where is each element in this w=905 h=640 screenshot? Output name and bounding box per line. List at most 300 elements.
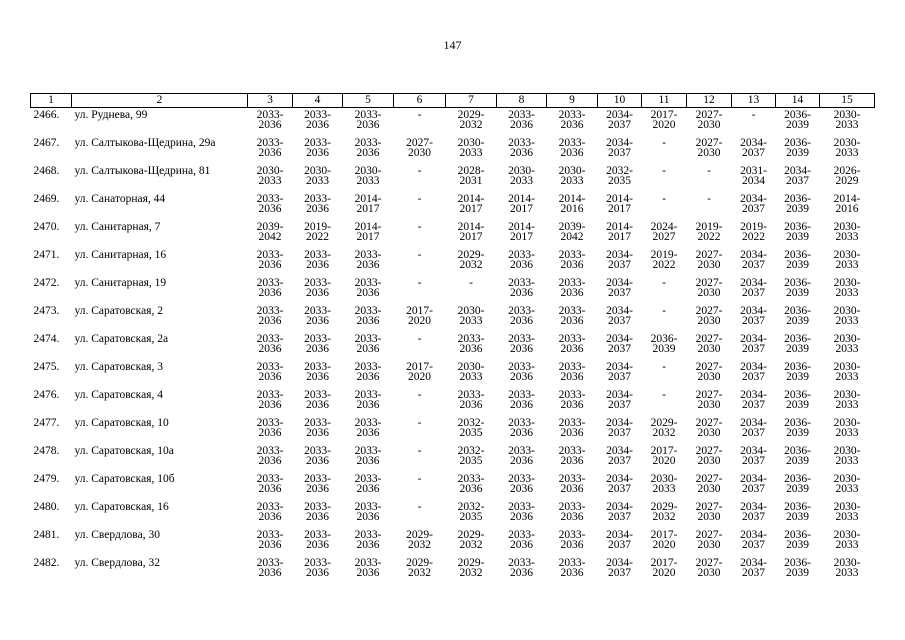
cell-col-5 <box>343 248 394 276</box>
cell-col-11 <box>642 360 687 388</box>
cell-col-9 <box>547 248 598 276</box>
cell-col-7 <box>446 136 497 164</box>
cell-value: 2033- 2036 <box>457 389 485 411</box>
cell-value: 2033- 2036 <box>354 361 382 383</box>
cell-col-3 <box>248 556 293 584</box>
row-address <box>72 136 248 164</box>
cell-col-8 <box>497 332 547 360</box>
cell-value: 2030- 2033 <box>833 417 861 439</box>
cell-col-6 <box>394 416 446 444</box>
cell-col-7 <box>446 220 497 248</box>
cell-value: 2032- 2035 <box>457 445 485 467</box>
cell-col-3 <box>248 304 293 332</box>
cell-col-3 <box>248 500 293 528</box>
row-address-text: ул. Саратовская, 4 <box>74 389 163 401</box>
cell-value: 2030- 2033 <box>457 305 485 327</box>
page-number: 147 <box>443 38 462 52</box>
cell-value: 2033- 2036 <box>354 137 382 159</box>
cell-value: 2033- 2036 <box>256 501 284 523</box>
cell-col-11 <box>642 220 687 248</box>
cell-col-8 <box>497 136 547 164</box>
cell-col-8 <box>497 444 547 472</box>
cell-value: 2033- 2036 <box>354 501 382 523</box>
cell-col-12 <box>687 220 732 248</box>
cell-value: 2036- 2039 <box>784 501 811 523</box>
cell-col-14 <box>776 164 820 192</box>
cell-col-3 <box>248 332 293 360</box>
row-address <box>72 528 248 556</box>
cell-value: 2019- 2022 <box>740 221 767 243</box>
table-row <box>31 360 875 388</box>
cell-col-15 <box>820 164 875 192</box>
row-number-text: 2478. <box>33 445 60 457</box>
cell-value: 2031- 2034 <box>740 165 767 187</box>
cell-value: 2033- 2036 <box>508 417 535 439</box>
cell-col-5 <box>343 108 394 137</box>
cell-col-15 <box>820 248 875 276</box>
cell-col-11 <box>642 528 687 556</box>
cell-col-6 <box>394 248 446 276</box>
cell-col-5 <box>343 528 394 556</box>
cell-col-12 <box>687 248 732 276</box>
cell-col-8 <box>497 164 547 192</box>
cell-col-12 <box>687 192 732 220</box>
cell-col-13 <box>732 276 776 304</box>
cell-col-6 <box>394 528 446 556</box>
cell-col-13 <box>732 444 776 472</box>
cell-col-11 <box>642 556 687 584</box>
cell-col-10 <box>598 332 642 360</box>
cell-value: 2033- 2036 <box>558 277 586 299</box>
cell-value: 2034- 2037 <box>740 249 767 271</box>
cell-value: 2036- 2039 <box>784 473 811 495</box>
cell-col-4 <box>293 248 343 276</box>
cell-col-3 <box>248 276 293 304</box>
cell-value: 2034- 2037 <box>740 361 767 383</box>
cell-col-6 <box>394 444 446 472</box>
cell-value: 2027- 2030 <box>695 473 723 495</box>
cell-col-14 <box>776 332 820 360</box>
row-address-text: ул. Свердлова, 30 <box>74 529 160 541</box>
cell-value: 2034- 2037 <box>740 277 767 299</box>
column-header-7: 7 <box>446 94 497 108</box>
cell-col-4 <box>293 304 343 332</box>
cell-value: - <box>662 389 666 401</box>
header-row <box>31 94 875 108</box>
cell-col-15 <box>820 136 875 164</box>
cell-col-8 <box>497 472 547 500</box>
cell-col-14 <box>776 556 820 584</box>
cell-col-12 <box>687 276 732 304</box>
cell-col-3 <box>248 192 293 220</box>
table-row <box>31 500 875 528</box>
cell-col-12 <box>687 444 732 472</box>
cell-col-4 <box>293 220 343 248</box>
cell-col-4 <box>293 136 343 164</box>
cell-col-4 <box>293 108 343 137</box>
cell-value: 2036- 2039 <box>784 249 811 271</box>
cell-value: 2027- 2030 <box>695 389 723 411</box>
cell-value: 2033- 2036 <box>558 417 586 439</box>
table-row <box>31 332 875 360</box>
row-address <box>72 500 248 528</box>
cell-col-13 <box>732 556 776 584</box>
cell-col-10 <box>598 360 642 388</box>
cell-value: 2032- 2035 <box>606 165 633 187</box>
row-number <box>31 248 72 276</box>
cell-value: 2034- 2037 <box>784 165 811 187</box>
row-address <box>72 416 248 444</box>
cell-value: 2027- 2030 <box>695 501 723 523</box>
row-number <box>31 556 72 584</box>
cell-col-8 <box>497 304 547 332</box>
cell-value: 2030- 2033 <box>833 137 861 159</box>
cell-value: 2033- 2036 <box>304 473 331 495</box>
cell-col-4 <box>293 556 343 584</box>
cell-value: 2034- 2037 <box>740 333 767 355</box>
column-header-14: 14 <box>776 94 820 108</box>
cell-value: 2033- 2036 <box>304 137 331 159</box>
cell-col-9 <box>547 528 598 556</box>
cell-value: - <box>417 501 422 513</box>
cell-col-4 <box>293 472 343 500</box>
row-address-text: ул. Саратовская, 3 <box>74 361 163 373</box>
row-number-text: 2476. <box>33 389 60 401</box>
cell-col-8 <box>497 192 547 220</box>
row-number <box>31 500 72 528</box>
cell-col-4 <box>293 416 343 444</box>
cell-col-15 <box>820 220 875 248</box>
cell-value: 2030- 2033 <box>833 333 861 355</box>
cell-col-10 <box>598 136 642 164</box>
cell-value: 2033- 2036 <box>558 389 586 411</box>
cell-value: 2034- 2037 <box>740 529 767 551</box>
column-header-12: 12 <box>687 94 732 108</box>
cell-value: 2027- 2030 <box>695 109 723 131</box>
cell-value: 2033- 2036 <box>304 557 331 579</box>
table-row <box>31 192 875 220</box>
row-number <box>31 416 72 444</box>
cell-value: 2019- 2022 <box>695 221 723 243</box>
cell-col-3 <box>248 444 293 472</box>
row-number-text: 2480. <box>33 501 60 513</box>
cell-value: 2030- 2033 <box>833 501 861 523</box>
cell-col-10 <box>598 416 642 444</box>
cell-col-13 <box>732 164 776 192</box>
cell-col-13 <box>732 472 776 500</box>
cell-col-12 <box>687 388 732 416</box>
row-address-text: ул. Санитарная, 19 <box>74 277 167 289</box>
cell-col-3 <box>248 388 293 416</box>
cell-col-14 <box>776 276 820 304</box>
cell-col-7 <box>446 304 497 332</box>
cell-col-5 <box>343 136 394 164</box>
cell-col-7 <box>446 276 497 304</box>
cell-col-11 <box>642 136 687 164</box>
cell-col-11 <box>642 444 687 472</box>
cell-value: 2014- 2017 <box>457 221 485 243</box>
cell-col-3 <box>248 472 293 500</box>
row-address <box>72 360 248 388</box>
cell-value: 2029- 2032 <box>650 417 678 439</box>
cell-value: 2036- 2039 <box>650 333 678 355</box>
cell-value: 2017- 2020 <box>650 557 678 579</box>
cell-value: 2034- 2037 <box>606 333 633 355</box>
cell-value: 2033- 2036 <box>508 445 535 467</box>
cell-col-5 <box>343 220 394 248</box>
row-address <box>72 248 248 276</box>
cell-col-14 <box>776 416 820 444</box>
cell-value: 2027- 2030 <box>695 417 723 439</box>
cell-col-3 <box>248 528 293 556</box>
cell-value: - <box>662 165 666 177</box>
row-address-text: ул. Саратовская, 10б <box>74 473 175 485</box>
row-number-text: 2473. <box>33 305 60 317</box>
cell-value: 2030- 2033 <box>833 557 861 579</box>
table-row <box>31 472 875 500</box>
cell-value: 2033- 2036 <box>304 389 331 411</box>
cell-value: 2014- 2017 <box>508 193 535 215</box>
cell-col-9 <box>547 304 598 332</box>
cell-value: 2034- 2037 <box>606 109 633 131</box>
cell-col-8 <box>497 360 547 388</box>
cell-col-12 <box>687 108 732 137</box>
cell-value: 2033- 2036 <box>354 417 382 439</box>
row-address-text: ул. Санитарная, 7 <box>74 221 161 233</box>
cell-col-10 <box>598 388 642 416</box>
cell-value: 2036- 2039 <box>784 333 811 355</box>
cell-value: 2034- 2037 <box>606 445 633 467</box>
cell-value: - <box>417 165 422 177</box>
row-address <box>72 164 248 192</box>
cell-col-4 <box>293 360 343 388</box>
row-number <box>31 444 72 472</box>
cell-col-11 <box>642 332 687 360</box>
row-address-text: ул. Санаторная, 44 <box>74 193 166 205</box>
cell-value: 2014- 2016 <box>833 193 861 215</box>
table-row <box>31 136 875 164</box>
cell-col-8 <box>497 276 547 304</box>
cell-value: 2034- 2037 <box>606 305 633 327</box>
cell-col-13 <box>732 108 776 137</box>
cell-value: 2036- 2039 <box>784 305 811 327</box>
cell-value: 2019- 2022 <box>650 249 678 271</box>
cell-col-6 <box>394 500 446 528</box>
cell-value: - <box>417 389 422 401</box>
cell-col-7 <box>446 500 497 528</box>
cell-col-15 <box>820 528 875 556</box>
cell-value: 2033- 2036 <box>256 109 284 131</box>
cell-col-7 <box>446 472 497 500</box>
cell-col-13 <box>732 248 776 276</box>
cell-col-9 <box>547 276 598 304</box>
cell-col-15 <box>820 332 875 360</box>
cell-value: 2030- 2033 <box>457 137 485 159</box>
row-address-text: ул. Свердлова, 32 <box>74 557 160 569</box>
cell-col-8 <box>497 220 547 248</box>
row-number <box>31 304 72 332</box>
cell-value: 2014- 2017 <box>606 193 633 215</box>
cell-col-13 <box>732 192 776 220</box>
cell-value: 2034- 2037 <box>606 277 633 299</box>
cell-value: 2033- 2036 <box>304 277 331 299</box>
cell-value: - <box>417 109 422 121</box>
cell-value: 2033- 2036 <box>457 473 485 495</box>
cell-value: 2036- 2039 <box>784 277 811 299</box>
cell-col-8 <box>497 388 547 416</box>
cell-value: 2029- 2032 <box>457 249 485 271</box>
cell-value: 2033- 2036 <box>304 445 331 467</box>
cell-value: 2030- 2033 <box>833 305 861 327</box>
cell-value: 2033- 2036 <box>354 333 382 355</box>
cell-value: 2029- 2032 <box>406 529 433 551</box>
row-address <box>72 304 248 332</box>
cell-value: 2034- 2037 <box>606 361 633 383</box>
cell-col-15 <box>820 416 875 444</box>
table-row <box>31 108 875 137</box>
cell-col-14 <box>776 220 820 248</box>
cell-col-12 <box>687 164 732 192</box>
cell-col-4 <box>293 388 343 416</box>
cell-value: 2014- 2017 <box>508 221 535 243</box>
cell-value: 2033- 2036 <box>558 473 586 495</box>
cell-value: 2030- 2033 <box>354 165 382 187</box>
cell-value: 2033- 2036 <box>558 501 586 523</box>
cell-value: 2033- 2036 <box>508 501 535 523</box>
cell-value: 2033- 2036 <box>354 389 382 411</box>
cell-value: 2033- 2036 <box>558 109 586 131</box>
cell-value: - <box>662 361 666 373</box>
cell-col-7 <box>446 192 497 220</box>
cell-value: 2033- 2036 <box>256 333 284 355</box>
cell-value: 2033- 2036 <box>508 389 535 411</box>
row-address-text: ул. Салтыкова-Щедрина, 29а <box>74 137 216 149</box>
row-address <box>72 556 248 584</box>
cell-col-5 <box>343 192 394 220</box>
cell-value: 2033- 2036 <box>558 249 586 271</box>
cell-value: 2033- 2036 <box>304 333 331 355</box>
cell-value: 2014- 2017 <box>457 193 485 215</box>
cell-col-5 <box>343 416 394 444</box>
cell-col-6 <box>394 472 446 500</box>
cell-value: 2034- 2037 <box>740 501 767 523</box>
column-header-9: 9 <box>547 94 598 108</box>
column-header-15: 15 <box>820 94 875 108</box>
cell-value: 2029- 2032 <box>457 109 485 131</box>
table-row <box>31 556 875 584</box>
cell-value: 2033- 2036 <box>256 417 284 439</box>
row-number-text: 2481. <box>33 529 60 541</box>
cell-value: 2036- 2039 <box>784 137 811 159</box>
cell-value: 2036- 2039 <box>784 417 811 439</box>
cell-value: 2027- 2030 <box>406 137 433 159</box>
cell-value: 2033- 2036 <box>256 473 284 495</box>
cell-value: - <box>417 473 422 485</box>
cell-value: 2027- 2030 <box>695 305 723 327</box>
cell-value: 2033- 2036 <box>304 501 331 523</box>
cell-value: 2017- 2020 <box>650 445 678 467</box>
cell-col-15 <box>820 108 875 137</box>
cell-col-5 <box>343 556 394 584</box>
cell-col-15 <box>820 360 875 388</box>
cell-col-5 <box>343 500 394 528</box>
cell-col-3 <box>248 360 293 388</box>
cell-col-12 <box>687 472 732 500</box>
cell-value: 2033- 2036 <box>304 529 331 551</box>
cell-col-14 <box>776 108 820 137</box>
cell-col-5 <box>343 276 394 304</box>
column-header-3: 3 <box>248 94 293 108</box>
cell-col-13 <box>732 416 776 444</box>
cell-col-5 <box>343 332 394 360</box>
table-row <box>31 304 875 332</box>
column-header-8: 8 <box>497 94 547 108</box>
row-address <box>72 332 248 360</box>
cell-col-6 <box>394 388 446 416</box>
cell-value: 2030- 2033 <box>650 473 678 495</box>
row-address-text: ул. Саратовская, 10 <box>74 417 169 429</box>
cell-value: 2036- 2039 <box>784 109 811 131</box>
cell-value: - <box>417 193 422 205</box>
row-address-text: ул. Салтыкова-Щедрина, 81 <box>74 165 211 177</box>
cell-value: 2034- 2037 <box>606 473 633 495</box>
cell-value: 2017- 2020 <box>406 361 433 383</box>
cell-value: 2014- 2017 <box>606 221 633 243</box>
cell-value: 2034- 2037 <box>606 501 633 523</box>
cell-value: 2030- 2033 <box>558 165 586 187</box>
cell-value: 2033- 2036 <box>354 473 382 495</box>
cell-value: 2033- 2036 <box>304 109 331 131</box>
table-row <box>31 248 875 276</box>
cell-value: 2033- 2036 <box>558 445 586 467</box>
cell-col-14 <box>776 388 820 416</box>
cell-value: 2033- 2036 <box>354 109 382 131</box>
cell-col-8 <box>497 528 547 556</box>
table-row <box>31 388 875 416</box>
cell-col-5 <box>343 164 394 192</box>
cell-col-10 <box>598 164 642 192</box>
cell-col-7 <box>446 556 497 584</box>
cell-col-8 <box>497 416 547 444</box>
cell-col-9 <box>547 136 598 164</box>
cell-value: - <box>417 417 422 429</box>
cell-value: 2033- 2036 <box>508 557 535 579</box>
cell-col-6 <box>394 220 446 248</box>
column-header-6: 6 <box>394 94 446 108</box>
cell-value: 2033- 2036 <box>256 137 284 159</box>
column-header-4: 4 <box>293 94 343 108</box>
cell-col-6 <box>394 360 446 388</box>
cell-col-9 <box>547 416 598 444</box>
cell-col-10 <box>598 472 642 500</box>
cell-col-6 <box>394 304 446 332</box>
row-number <box>31 164 72 192</box>
cell-value: 2033- 2036 <box>256 529 284 551</box>
cell-col-7 <box>446 248 497 276</box>
cell-col-15 <box>820 192 875 220</box>
cell-col-12 <box>687 360 732 388</box>
cell-col-11 <box>642 472 687 500</box>
row-number-text: 2479. <box>33 473 60 485</box>
row-address-text: ул. Саратовская, 10а <box>74 445 174 457</box>
cell-value: 2033- 2036 <box>256 193 284 215</box>
column-header-5: 5 <box>343 94 394 108</box>
cell-col-10 <box>598 304 642 332</box>
cell-value: 2032- 2035 <box>457 501 485 523</box>
cell-value: 2033- 2036 <box>354 557 382 579</box>
cell-value: 2034- 2037 <box>740 193 767 215</box>
cell-value: 2033- 2036 <box>354 249 382 271</box>
